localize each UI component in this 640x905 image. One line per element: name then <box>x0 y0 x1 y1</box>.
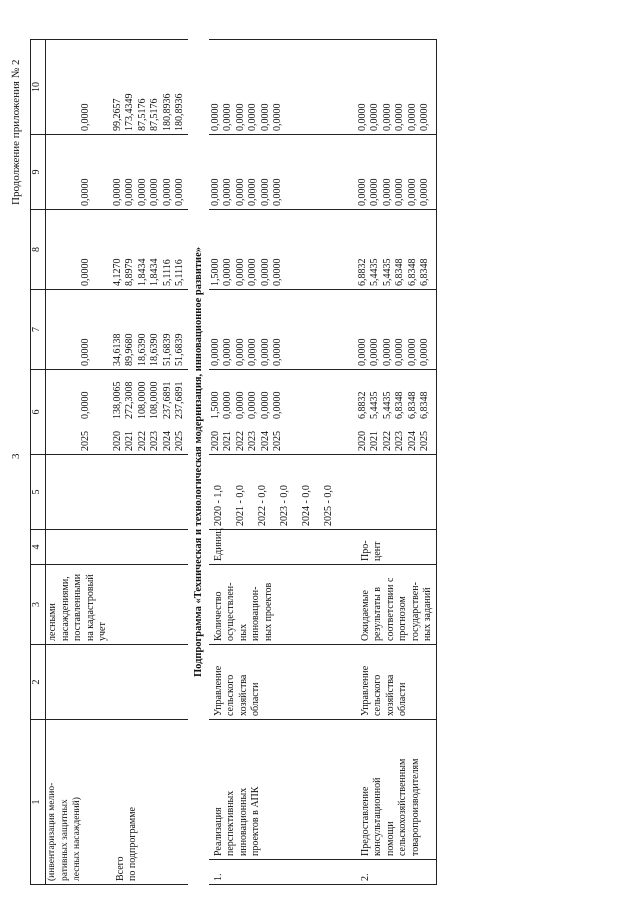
table-body <box>46 40 437 885</box>
target-value: 2022 - 0,0 <box>256 485 268 526</box>
value-cell: 18,6390 <box>149 333 160 366</box>
item-col-9 <box>356 135 437 210</box>
value-total: 138,0065 <box>111 381 123 419</box>
item-col-9 <box>209 135 346 210</box>
col-header-8: 8 <box>31 210 46 290</box>
value-cell: 0,0000 <box>419 103 431 131</box>
value-cell: 0,0000 <box>209 103 221 131</box>
value-cell: 0,0000 <box>161 178 173 206</box>
item-executor: Управление сельского хозяйства области <box>356 645 437 720</box>
value-cell: 0,0000 <box>272 178 284 206</box>
year-label: 2022 <box>136 431 148 451</box>
value-cell: 0,0000 <box>209 178 221 206</box>
item-indicator: Количество осуществлен- ных инновацион- ных проектов <box>209 565 346 645</box>
value-total: 6,8832 <box>356 391 368 419</box>
cont-year-cell: 20250,0000 <box>46 370 111 455</box>
value-cell: 0,0000 <box>369 178 381 206</box>
year-line <box>260 373 273 451</box>
value-cell: 4,1270 <box>111 258 123 286</box>
year-label: 2020 <box>356 431 368 451</box>
col-header-2: 2 <box>31 645 46 720</box>
col-header-7: 7 <box>31 290 46 370</box>
value-cell: 87,5176 <box>136 98 148 131</box>
value-total: 0,0000 <box>222 391 234 419</box>
year-line <box>124 373 137 451</box>
value-cell: 0,0000 <box>234 258 246 286</box>
value-cell: 0,0000 <box>222 258 234 286</box>
year-line <box>382 373 395 451</box>
value-cell: 6,8348 <box>406 258 418 286</box>
value-total: 5,4435 <box>381 391 393 419</box>
value-cell: 0,0000 <box>247 178 259 206</box>
col-header-4: 4 <box>31 530 46 565</box>
value-cell: 0,0000 <box>174 178 185 206</box>
program-table <box>30 39 437 885</box>
year-label: 2020 <box>209 431 221 451</box>
value-cell: 1,5000 <box>209 258 221 286</box>
col-header-3: 3 <box>31 565 46 645</box>
value-total: 5,4435 <box>369 391 381 419</box>
value-total: 0,0000 <box>234 391 246 419</box>
item-unit: Про- цент <box>356 530 437 565</box>
value-cell: 0,0000 <box>369 103 381 131</box>
value-cell: 0,0000 <box>394 338 406 366</box>
value-cell: 6,8348 <box>419 258 431 286</box>
value-cell: 0,0000 <box>356 103 368 131</box>
value-cell: 0,0000 <box>234 103 246 131</box>
year-label: 2023 <box>247 431 259 451</box>
value-cell: 5,4435 <box>369 258 381 286</box>
total-row <box>111 40 188 885</box>
value-cell: 87,5176 <box>149 98 160 131</box>
item-indicator: Ожидаемые результаты в соответствии с прогнозом государствен- ных заданий <box>356 565 437 645</box>
item-name: Реализация перспективных инновационных проектов в АПК <box>209 720 346 860</box>
year-line <box>210 373 223 451</box>
value-cell: 0,0000 <box>247 338 259 366</box>
value-total: 0,0000 <box>259 391 271 419</box>
item-unit: Единиц <box>209 530 346 565</box>
value-cell: 0,0000 <box>356 178 368 206</box>
value-cell: 1,8434 <box>136 258 148 286</box>
value-cell: 99,2657 <box>111 98 123 131</box>
value-cell: 51,6839 <box>174 333 185 366</box>
item-executor: Управление сельского хозяйства области <box>209 645 346 720</box>
item-col-8 <box>209 210 346 290</box>
value-total: 1,5000 <box>209 391 221 419</box>
year-line <box>112 373 125 451</box>
target-value: 2023 - 0,0 <box>278 485 290 526</box>
value-cell: 89,9680 <box>124 333 135 366</box>
value-cell: 0,0000 <box>272 338 284 366</box>
cont-indicator: лесными насаждениями, поставленными на кадастровый учет <box>46 565 111 645</box>
section-row <box>188 40 209 885</box>
target-value: 2025 - 0,0 <box>322 485 334 526</box>
program-item-row <box>209 40 346 885</box>
year-label: 2024 <box>259 431 271 451</box>
value-cell: 18,6390 <box>136 333 148 366</box>
value-cell: 1,8434 <box>149 258 160 286</box>
value-cell: 0,0000 <box>222 338 234 366</box>
value-cell: 0,0000 <box>394 103 406 131</box>
total-col-9 <box>111 135 188 210</box>
value-cell: 0,0000 <box>259 338 271 366</box>
target-value: 2024 - 0,0 <box>300 485 312 526</box>
item-col-10 <box>356 40 437 135</box>
value-cell: 0,0000 <box>234 338 246 366</box>
value-total: 237,6891 <box>174 381 185 419</box>
year-label: 2021 <box>222 431 234 451</box>
item-targets <box>209 455 346 530</box>
value-total: 108,0000 <box>149 381 160 419</box>
total-col-10 <box>111 40 188 135</box>
value-cell: 0,0000 <box>149 178 160 206</box>
value-cell: 0,0000 <box>381 178 393 206</box>
year-line <box>407 373 420 451</box>
program-item-row <box>356 40 437 885</box>
page-number: 3 <box>10 453 22 459</box>
value-cell: 0,0000 <box>272 258 284 286</box>
item-number: 2. <box>356 860 437 885</box>
value-cell: 5,4435 <box>381 258 393 286</box>
year-line <box>149 373 162 451</box>
value-cell: 0,0000 <box>259 258 271 286</box>
value-cell: 0,0000 <box>369 338 381 366</box>
value-cell: 0,0000 <box>419 338 431 366</box>
value-cell: 8,8979 <box>124 258 135 286</box>
item-col-7 <box>209 290 346 370</box>
value-cell: 0,0000 <box>259 178 271 206</box>
total-col-8 <box>111 210 188 290</box>
item-col-7 <box>356 290 437 370</box>
item-col-10 <box>209 40 346 135</box>
year-label: 2023 <box>149 431 160 451</box>
value-cell: 6,8832 <box>356 258 368 286</box>
continuation-row: (инвентаризация мелио- ративных защитных лесных насаждений) лесными насаждениями, поставленными на кадастровый учет 20250,0000 0,0000 0,0000 0,0000 0,0000 <box>46 40 111 885</box>
year-label: 2022 <box>381 431 393 451</box>
item-year-values <box>356 370 437 455</box>
value-cell: 0,0000 <box>259 103 271 131</box>
item-targets <box>356 455 437 530</box>
total-col-7 <box>111 290 188 370</box>
year-line <box>357 373 370 451</box>
column-numbers-row <box>31 40 46 885</box>
value-cell: 0,0000 <box>234 178 246 206</box>
value-total: 272,3008 <box>124 381 135 419</box>
value-cell: 5,1116 <box>161 259 173 286</box>
year-label: 2022 <box>234 431 246 451</box>
item-name: Предоставление консультационной помощи сельскохозяйственным товаропроизводителям <box>356 720 437 860</box>
year-line <box>247 373 260 451</box>
year-label: 2020 <box>111 431 123 451</box>
target-value: 2021 - 0,0 <box>234 485 246 526</box>
value-cell: 0,0000 <box>222 178 234 206</box>
value-cell: 173,4349 <box>124 93 135 131</box>
year-label: 2025 <box>419 431 431 451</box>
value-cell: 0,0000 <box>356 338 368 366</box>
year-line <box>272 373 285 451</box>
year-label: 2025 <box>174 431 185 451</box>
section-title: Подпрограмма «Техническая и технологическая модернизация, инновационное развитие» <box>192 246 204 678</box>
col-header-6: 6 <box>31 370 46 455</box>
item-year-values <box>209 370 346 455</box>
col-header-5: 5 <box>31 455 46 530</box>
value-cell: 0,0000 <box>406 103 418 131</box>
value-cell: 6,8348 <box>394 258 406 286</box>
col-header-1: 1 <box>31 720 46 885</box>
value-cell: 0,0000 <box>406 338 418 366</box>
value-cell: 0,0000 <box>247 103 259 131</box>
value-cell: 0,0000 <box>272 103 284 131</box>
target-value: 2020 - 1,0 <box>212 485 224 526</box>
value-cell: 0,0000 <box>406 178 418 206</box>
value-cell: 0,0000 <box>222 103 234 131</box>
year-line <box>369 373 382 451</box>
value-cell: 0,0000 <box>111 178 123 206</box>
year-label: 2024 <box>161 431 173 451</box>
year-line <box>174 373 187 451</box>
appendix-caption: Продолжение приложения № 2 <box>10 59 22 205</box>
value-total: 108,0000 <box>136 381 148 419</box>
value-cell: 34,6138 <box>111 333 123 366</box>
year-line <box>162 373 175 451</box>
total-label: Всего по подпрограмме <box>111 720 188 885</box>
year-line <box>419 373 432 451</box>
value-total: 237,6891 <box>161 381 173 419</box>
value-cell: 0,0000 <box>124 178 135 206</box>
year-label: 2024 <box>406 431 418 451</box>
value-total: 0,0000 <box>247 391 259 419</box>
year-label: 2021 <box>124 431 135 451</box>
value-total: 6,8348 <box>406 391 418 419</box>
year-label: 2025 <box>272 431 284 451</box>
value-cell: 180,8936 <box>174 93 185 131</box>
item-col-8 <box>356 210 437 290</box>
year-line <box>235 373 248 451</box>
year-label: 2021 <box>369 431 381 451</box>
value-cell: 0,0000 <box>136 178 148 206</box>
value-cell: 180,8936 <box>161 93 173 131</box>
year-line <box>222 373 235 451</box>
value-total: 6,8348 <box>419 391 431 419</box>
value-total: 0,0000 <box>272 391 284 419</box>
year-line <box>394 373 407 451</box>
total-year-values <box>111 370 188 455</box>
col-header-9: 9 <box>31 135 46 210</box>
value-total: 6,8348 <box>394 391 406 419</box>
year-label: 2023 <box>394 431 406 451</box>
value-cell: 5,1116 <box>174 259 185 286</box>
year-line <box>137 373 150 451</box>
col-header-10: 10 <box>31 40 46 135</box>
item-number: 1. <box>209 860 346 885</box>
value-cell: 0,0000 <box>209 338 221 366</box>
cont-name: (инвентаризация мелио- ративных защитных лесных насаждений) <box>46 720 111 885</box>
value-cell: 0,0000 <box>381 103 393 131</box>
value-cell: 51,6839 <box>161 333 173 366</box>
value-cell: 0,0000 <box>381 338 393 366</box>
value-cell: 0,0000 <box>394 178 406 206</box>
value-cell: 0,0000 <box>419 178 431 206</box>
value-cell: 0,0000 <box>247 258 259 286</box>
